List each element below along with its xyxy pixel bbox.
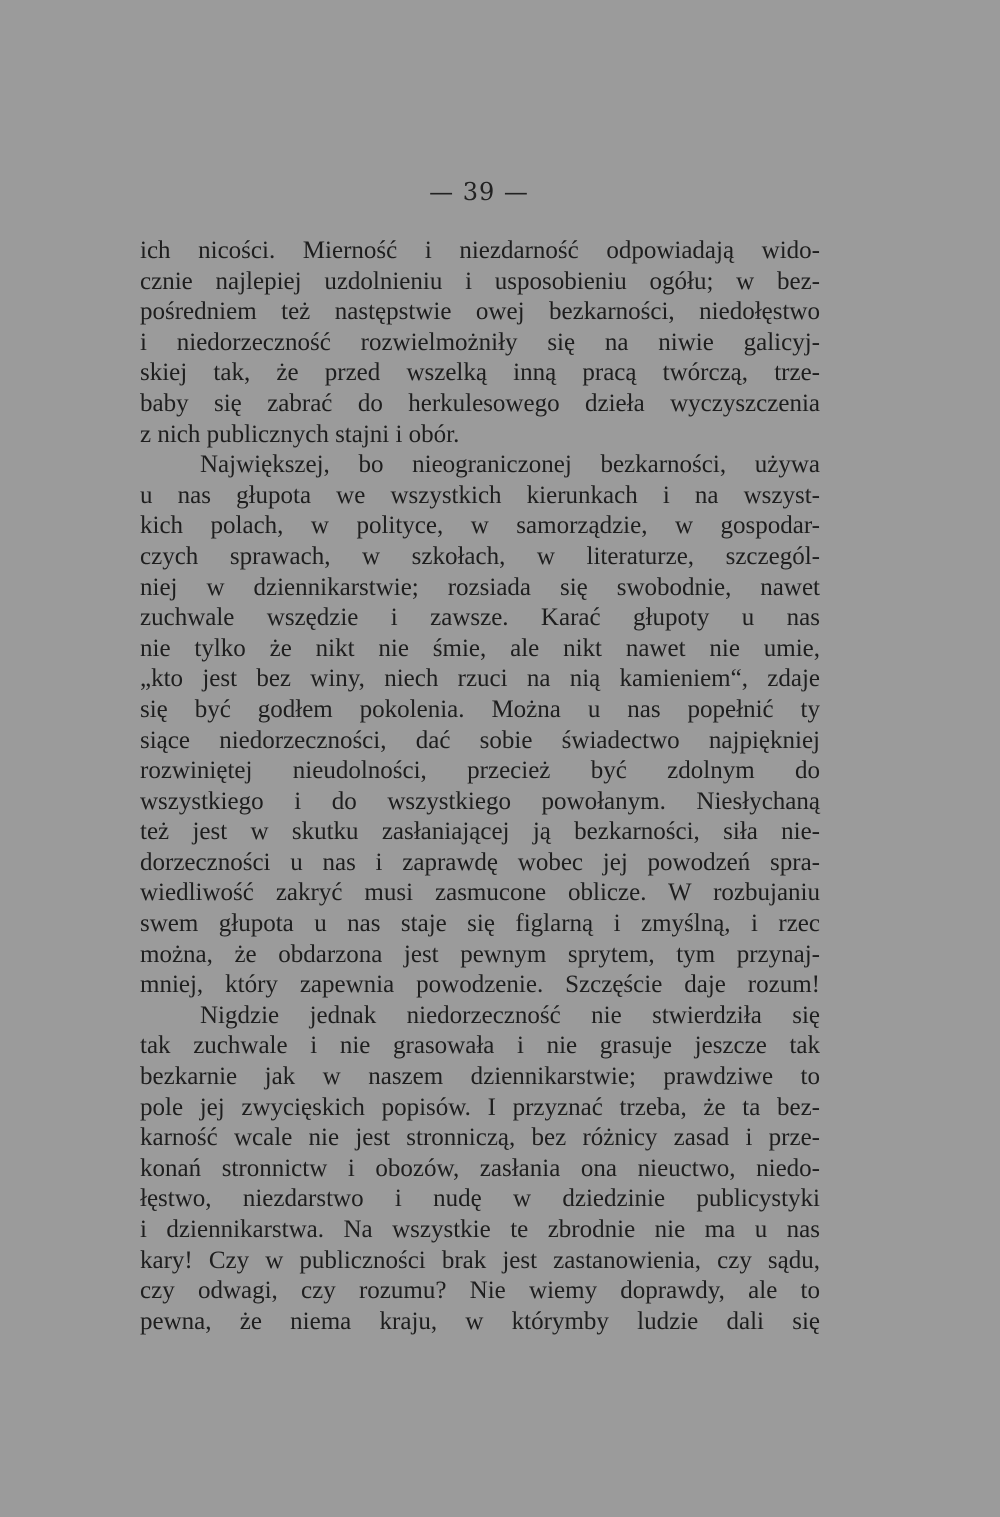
text-line: siące niedorzeczności, dać sobie świadectwo najpiękniej	[140, 726, 820, 754]
text-line: zuchwale wszędzie i zawsze. Karać głupoty u nas	[140, 604, 820, 632]
text-line: mniej, który zapewnia powodzenie. Szczęście daje rozum!	[140, 971, 820, 999]
body-text	[140, 236, 820, 1337]
text-line: nie tylko że nikt nie śmie, ale nikt nawet nie umie,	[140, 634, 820, 662]
text-line: u nas głupota we wszystkich kierunkach i na wszyst-	[140, 481, 820, 509]
text-line: bezkarnie jak w naszem dziennikarstwie; prawdziwe to	[140, 1063, 820, 1091]
text-line: skiej tak, że przed wszelką inną pracą twórczą, trze-	[140, 359, 820, 387]
text-line: i niedorzeczność rozwielmożniły się na niwie galicyj-	[140, 328, 820, 356]
text-line: konań stronnictw i obozów, zasłania ona nieuctwo, niedo-	[140, 1154, 820, 1182]
text-line: czych sprawach, w szkołach, w literaturze, szczegól-	[140, 542, 820, 570]
text-line: też jest w skutku zasłaniającej ją bezkarności, siła nie-	[140, 818, 820, 846]
text-line: kich polach, w polityce, w samorządzie, w gospodar-	[140, 512, 820, 540]
text-line: rozwiniętej nieudolności, przecież być zdolnym do	[140, 757, 820, 785]
text-line: karność wcale nie jest stronniczą, bez różnicy zasad i prze-	[140, 1124, 820, 1152]
text-line: pole jej zwycięskich popisów. I przyznać trzeba, że ta bez-	[140, 1093, 820, 1121]
text-line: swem głupota u nas staje się figlarną i zmyślną, i rzec	[140, 910, 820, 938]
text-line: wszystkiego i do wszystkiego powołanym. Niesłychaną	[140, 787, 820, 815]
text-line: pewna, że niema kraju, w którymby ludzie dali się	[140, 1307, 820, 1335]
text-line: i dziennikarstwa. Na wszystkie te zbrodnie nie ma u nas	[140, 1216, 820, 1243]
text-line: Nigdzie jednak niedorzeczność nie stwierdziła się	[200, 1001, 820, 1029]
text-line: cznie najlepiej uzdolnieniu i usposobieniu ogółu; w bez-	[140, 267, 820, 295]
text-line: niej w dziennikarstwie; rozsiada się swobodnie, nawet	[140, 573, 820, 601]
text-line: się być godłem pokolenia. Można u nas popełnić ty	[140, 695, 820, 723]
text-line: czy odwagi, czy rozumu? Nie wiemy doprawdy, ale to	[140, 1277, 820, 1305]
page-number: — 39 —	[429, 178, 529, 206]
text-line: ich nicości. Mierność i niezdarność odpowiadają wido-	[140, 237, 820, 264]
text-line: „kto jest bez winy, niech rzuci na nią kamieniem“, zdaje	[140, 665, 820, 693]
text-line: można, że obdarzona jest pewnym sprytem, tym przynaj-	[140, 940, 820, 968]
text-line: łęstwo, niezdarstwo i nudę w dziedzinie publicystyki	[140, 1185, 820, 1213]
text-line: z nich publicznych stajni i obór.	[140, 420, 460, 448]
text-line: tak zuchwale i nie grasowała i nie grasuje jeszcze tak	[140, 1032, 820, 1060]
text-line: Największej, bo nieograniczonej bezkarności, używa	[200, 451, 820, 479]
text-line: dorzeczności u nas i zaprawdę wobec jej powodzeń spra-	[140, 848, 820, 876]
text-line: kary! Czy w publiczności brak jest zastanowienia, czy sądu,	[140, 1246, 820, 1274]
text-line: baby się zabrać do herkulesowego dzieła wyczyszczenia	[140, 389, 820, 417]
text-line: wiedliwość zakryć musi zasmucone oblicze. W rozbujaniu	[140, 879, 820, 907]
text-line: pośredniem też następstwie owej bezkarności, niedołęstwo	[140, 298, 820, 326]
